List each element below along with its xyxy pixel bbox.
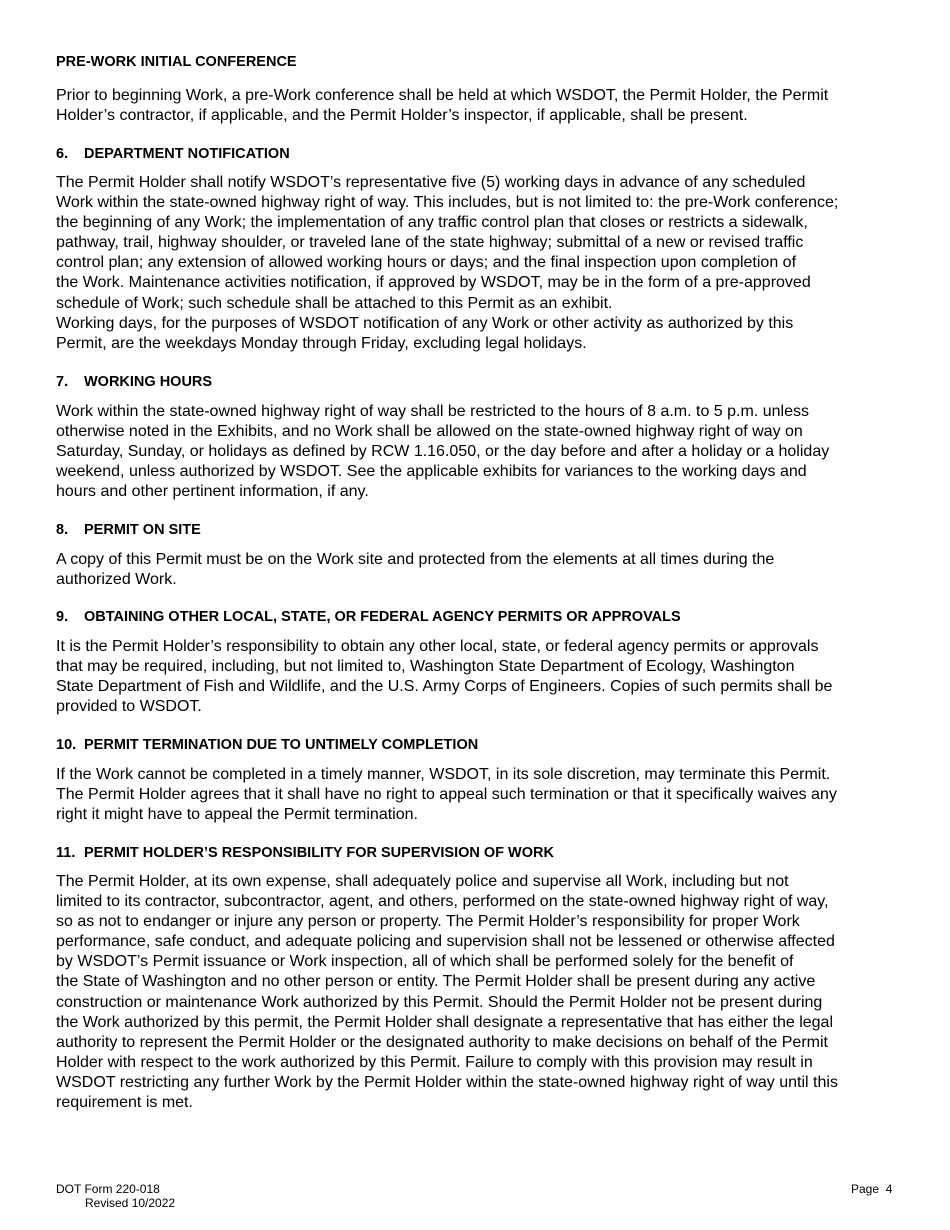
text-line: Prior to beginning Work, a pre-Work conference shall be held at which WSDOT, the Permit Holder, the Permit xyxy=(56,87,829,104)
section-heading-text: OBTAINING OTHER LOCAL, STATE, OR FEDERAL AGENCY PERMITS OR APPROVALS xyxy=(84,609,681,625)
section-number: 9. xyxy=(56,609,69,625)
text-line: authorized Work. xyxy=(56,571,177,589)
section-paragraph xyxy=(56,872,896,1113)
text-line: Saturday, Sunday, or holidays as defined by RCW 1.16.050, or the day before and after a holiday or a holiday xyxy=(56,443,830,461)
text-line: Holder with respect to the work authorized by this Permit. Failure to comply with this provision may result in xyxy=(56,1053,813,1071)
text-line: Permit, are the weekdays Monday through Friday, excluding legal holidays. xyxy=(56,334,587,352)
text-line: The Permit Holder agrees that it shall have no right to appeal such termination or that it specifically waives any xyxy=(56,786,837,804)
text-line: the Work authorized by this permit, the Permit Holder shall designate a representative that has either the legal xyxy=(56,1013,834,1031)
text-line: hours and other pertinent information, if any. xyxy=(56,483,369,501)
footer-form-number: DOT Form 220-018 xyxy=(56,1182,160,1196)
text-line: construction or maintenance Work authorized by this Permit. Should the Permit Holder not be present during xyxy=(56,993,823,1011)
text-line: It is the Permit Holder’s responsibility to obtain any other local, state, or federal agency permits or approvals xyxy=(56,638,819,655)
text-line: right it might have to appeal the Permit termination. xyxy=(56,806,418,824)
section-heading-text: PRE-WORK INITIAL CONFERENCE xyxy=(56,54,297,70)
text-line: so as not to endanger or injure any person or property. The Permit Holder’s responsibility for proper Work xyxy=(56,913,800,931)
page-number: 4 xyxy=(885,1182,893,1196)
section-number: 6. xyxy=(56,146,69,162)
text-line: Work within the state-owned highway right of way shall be restricted to the hours of 8 a.m. to 5 p.m. unless xyxy=(56,403,809,420)
text-line: WSDOT restricting any further Work by the Permit Holder within the state-owned highway right of way until this xyxy=(56,1073,838,1091)
text-line: pathway, trail, highway shoulder, or traveled lane of the state highway; submittal of a new or revised traffic xyxy=(56,234,804,252)
section-heading-text: WORKING HOURS xyxy=(84,374,213,390)
text-line: authority to represent the Permit Holder or the designated authority to make decisions on behalf of the Permit xyxy=(56,1033,828,1051)
text-line: that may be required, including, but not limited to, Washington State Department of Ecology, Washington xyxy=(56,658,795,676)
text-line: the Work. Maintenance activities notification, if approved by WSDOT, may be in the form of a pre-approved xyxy=(56,274,811,292)
section-heading-text: PERMIT ON SITE xyxy=(84,522,201,538)
section-number: 7. xyxy=(56,374,69,390)
text-line: The Permit Holder, at its own expense, shall adequately police and supervise all Work, including but not xyxy=(56,873,789,890)
section-heading-other-agency-permits xyxy=(56,608,681,626)
text-line: The Permit Holder shall notify WSDOT’s representative five (5) working days in advance of any scheduled xyxy=(56,174,806,191)
section-paragraph xyxy=(56,402,896,502)
section-heading-text: PERMIT HOLDER’S RESPONSIBILITY FOR SUPERVISION OF WORK xyxy=(84,845,554,861)
text-line: Holder’s contractor, if applicable, and the Permit Holder’s inspector, if applicable, shall be present. xyxy=(56,107,748,125)
section-heading-department-notification xyxy=(56,145,290,163)
section-heading-supervision-of-work xyxy=(56,844,554,862)
section-paragraph xyxy=(56,550,896,590)
text-line: otherwise noted in the Exhibits, and no Work shall be allowed on the state-owned highway right of way on xyxy=(56,423,803,441)
section-paragraph xyxy=(56,637,896,717)
section-heading-pre-work-conference xyxy=(56,53,297,71)
section-number: 11. xyxy=(56,845,76,861)
text-line: weekend, unless authorized by WSDOT. See the applicable exhibits for variances to the working days and xyxy=(56,463,807,481)
section-heading-text: PERMIT TERMINATION DUE TO UNTIMELY COMPLETION xyxy=(84,737,479,753)
text-line: Working days, for the purposes of WSDOT notification of any Work or other activity as authorized by this xyxy=(56,314,794,332)
text-line: If the Work cannot be completed in a timely manner, WSDOT, in its sole discretion, may terminate this Permit. xyxy=(56,766,831,783)
text-line: limited to its contractor, subcontractor, agent, and others, performed on the state-owned highway right of way, xyxy=(56,893,829,911)
section-paragraph xyxy=(56,173,896,354)
text-line: the beginning of any Work; the implementation of any traffic control plan that closes or restricts a sidewalk, xyxy=(56,214,808,232)
text-line: control plan; any extension of allowed working hours or days; and the final inspection upon completion of xyxy=(56,254,797,272)
footer-page-number xyxy=(851,1182,892,1197)
section-number: 10. xyxy=(56,737,77,753)
section-number: 8. xyxy=(56,522,69,538)
text-line: schedule of Work; such schedule shall be attached to this Permit as an exhibit. xyxy=(56,294,613,312)
footer-revised-date: Revised 10/2022 xyxy=(85,1196,176,1210)
text-line: requirement is met. xyxy=(56,1094,193,1112)
page-label: Page xyxy=(851,1182,880,1196)
section-paragraph xyxy=(56,86,896,126)
section-paragraph xyxy=(56,765,896,825)
text-line: provided to WSDOT. xyxy=(56,698,202,716)
text-line: A copy of this Permit must be on the Work site and protected from the elements at all times during the xyxy=(56,551,775,568)
section-heading-text: DEPARTMENT NOTIFICATION xyxy=(84,146,290,162)
text-line: the State of Washington and no other person or entity. The Permit Holder shall be present during any active xyxy=(56,973,816,991)
text-line: by WSDOT’s Permit issuance or Work inspection, all of which shall be performed solely for the benefit of xyxy=(56,953,794,971)
section-heading-permit-termination xyxy=(56,736,478,754)
section-heading-working-hours xyxy=(56,373,212,391)
text-line: Work within the state-owned highway right of way. This includes, but is not limited to: the pre-Work conference; xyxy=(56,194,839,212)
section-heading-permit-on-site xyxy=(56,521,201,539)
text-line: State Department of Fish and Wildlife, and the U.S. Army Corps of Engineers. Copies of such permits shall be xyxy=(56,678,833,696)
text-line: performance, safe conduct, and adequate policing and supervision shall not be lessened or otherwise affected xyxy=(56,933,835,951)
